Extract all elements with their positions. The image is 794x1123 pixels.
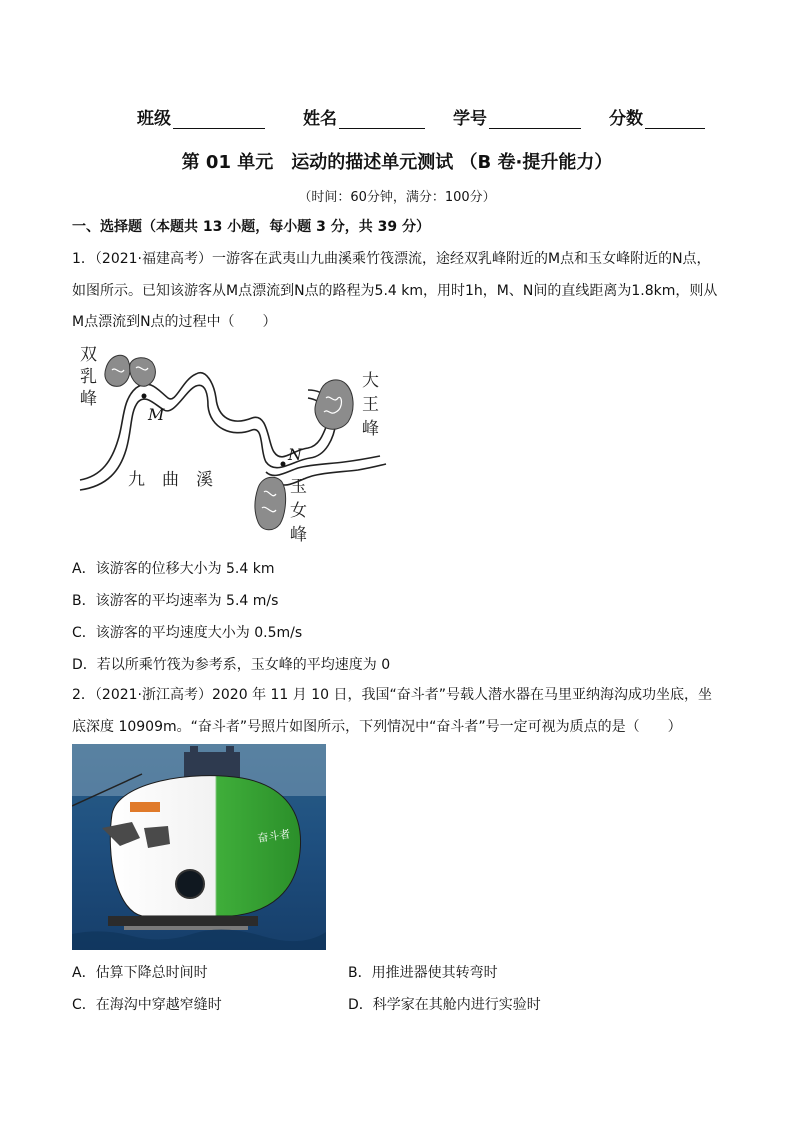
- peak-dawang-label-2: 王: [362, 395, 379, 415]
- q2-option-d[interactable]: D．科学家在其舱内进行实验时: [348, 997, 541, 1013]
- id-field: [453, 104, 581, 129]
- river-label: 九 曲 溪: [128, 470, 213, 490]
- name-blank[interactable]: [339, 110, 425, 129]
- name-field: [303, 104, 425, 129]
- id-blank[interactable]: [489, 110, 581, 129]
- submersible-hull-label: 奋斗者: [256, 827, 292, 845]
- student-info-line: [137, 104, 727, 129]
- peak-shuangru-label-1: 双: [80, 345, 97, 365]
- point-n-label: N: [288, 445, 302, 464]
- peak-dawang-label-1: 大: [362, 371, 379, 391]
- q1-option-b[interactable]: B．该游客的平均速率为 5.4 m/s: [72, 593, 279, 609]
- class-field: [137, 104, 265, 129]
- class-blank[interactable]: [173, 110, 265, 129]
- score-label: 分数: [609, 109, 643, 129]
- submersible-photo: [72, 744, 326, 950]
- peak-yunv-label-3: 峰: [290, 525, 307, 545]
- point-n-dot: [281, 462, 286, 467]
- q2-option-b[interactable]: B．用推进器使其转弯时: [348, 965, 498, 981]
- q2-option-c[interactable]: C．在海沟中穿越窄缝时: [72, 997, 222, 1013]
- question-2-text: 2．（2021·浙江高考）2020 年 11 月 10 日，我国“奋斗者”号载人潜水器在马里亚纳海沟成功坐底，坐底深度 10909m。“奋斗者”号照片如图所示，下列情况中“奋斗者”号一定可视为质点的是（ ）: [72, 687, 712, 735]
- q1-option-c[interactable]: C．该游客的平均速度大小为 0.5m/s: [72, 625, 303, 641]
- peak-dawang-label-3: 峰: [362, 419, 379, 439]
- q1-option-a[interactable]: A．该游客的位移大小为 5.4 km: [72, 561, 275, 577]
- id-label: 学号: [453, 109, 487, 129]
- q2-option-a[interactable]: A．估算下降总时间时: [72, 965, 208, 981]
- score-blank[interactable]: [645, 110, 705, 129]
- section-heading: 一、选择题（本题共 13 小题，每小题 3 分，共 39 分）: [72, 219, 430, 235]
- q1-option-d[interactable]: D．若以所乘竹筏为参考系，玉女峰的平均速度为 0: [72, 657, 391, 673]
- peak-yunv-label-2: 女: [290, 501, 307, 521]
- point-m-dot: [142, 394, 147, 399]
- peak-shuangru-shape: [105, 355, 155, 386]
- peak-dawang-shape: [315, 380, 353, 429]
- name-label: 姓名: [303, 109, 337, 129]
- point-m-label: M: [148, 405, 165, 424]
- class-label: 班级: [137, 109, 171, 129]
- peak-shuangru-label-3: 峰: [80, 389, 97, 409]
- question-1-text: 1．（2021·福建高考）一游客在武夷山九曲溪乘竹筏漂流，途经双乳峰附近的M点和玉女峰附近的N点，如图所示。已知该游客从M点漂流到N点的路程为5.4 km，用时1h，M、N间的直线距离为1.8km，则从M点漂流到N点的过程中（ ）: [72, 251, 718, 330]
- peak-shuangru-label-2: 乳: [80, 367, 97, 387]
- peak-yunv-label-1: 玉: [290, 477, 307, 497]
- peak-yunv-shape: [255, 477, 286, 530]
- river-map-figure: [72, 340, 392, 550]
- exam-time-info: （时间：60分钟，满分：100分）: [298, 190, 496, 205]
- page-title: 第 01 单元 运动的描述单元测试 （B 卷·提升能力）: [181, 152, 613, 173]
- score-field: [609, 104, 705, 129]
